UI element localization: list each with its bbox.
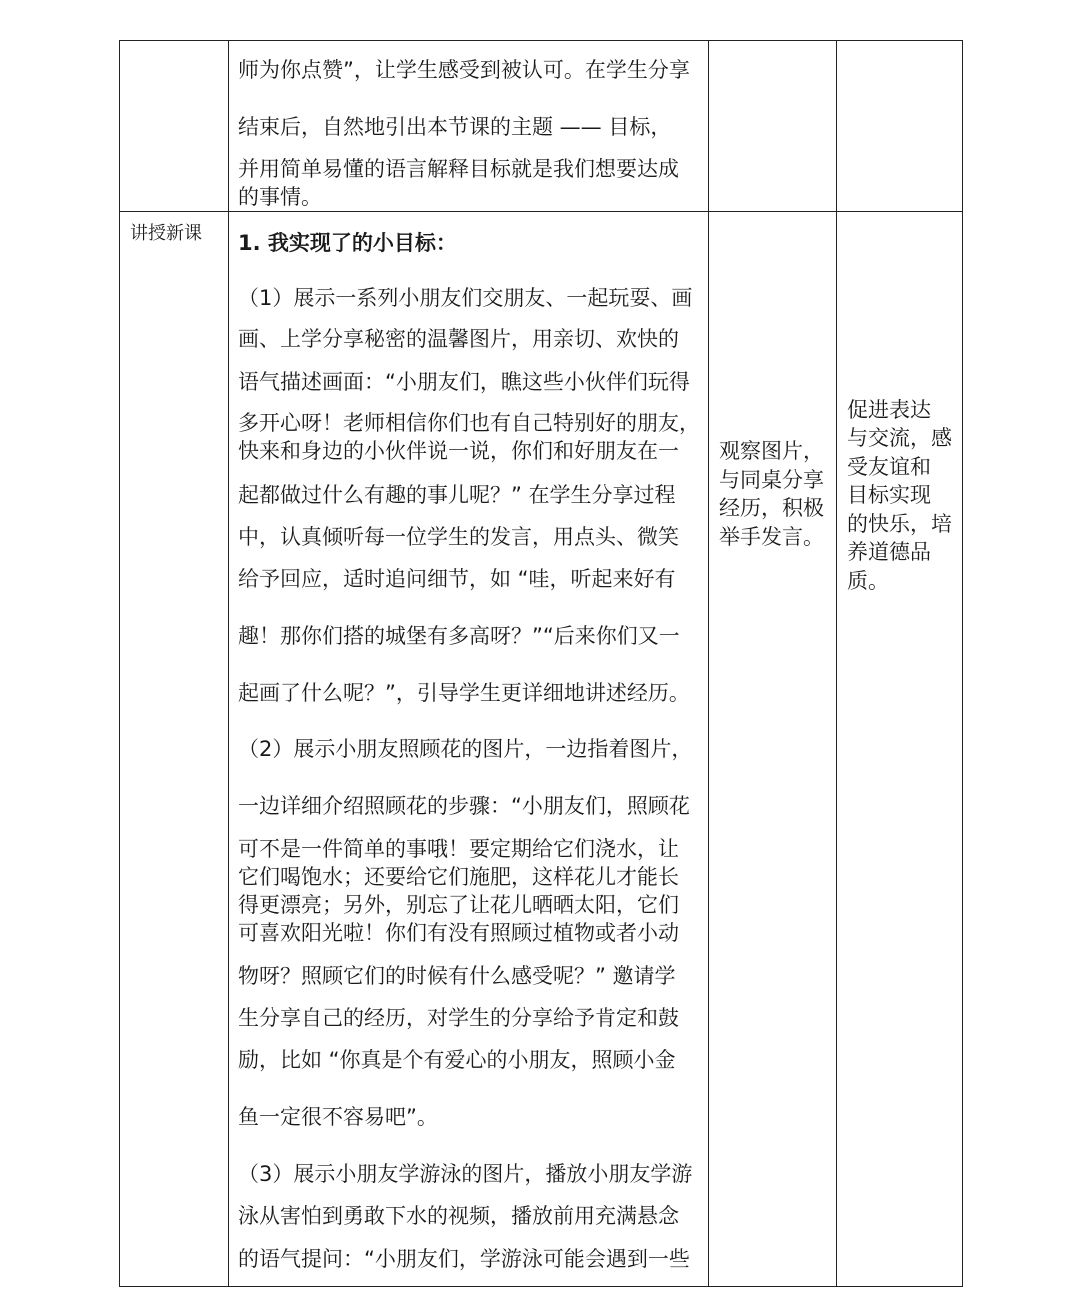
table-border-left [119,40,120,1287]
content-line: 励，比如 “你真是个有爱心的小朋友，照顾小金 [238,1048,676,1072]
content-line: 画、上学分享秘密的温馨图片，用亲切、欢快的 [238,327,679,351]
content-line: 一边详细介绍照顾花的步骤：“小朋友们，照顾花 [238,794,690,818]
section-heading: 1. 我实现了的小目标： [238,231,457,255]
table-column-divider-2 [708,40,709,1287]
content-line: 生分享自己的经历，对学生的分享给予肯定和鼓 [238,1006,679,1030]
content-line: （1）展示一系列小朋友们交朋友、一起玩耍、画 [238,286,693,310]
content-line: 起画了什么呢？”，引导学生更详细地讲述经历。 [238,681,690,705]
content-line: 的语气提问：“小朋友们，学游泳可能会遇到一些 [238,1247,690,1271]
content-line: 语气描述画面：“小朋友们，瞧这些小伙伴们玩得 [238,370,690,394]
content-line: 鱼一定很不容易吧”。 [238,1105,438,1129]
content-line: 物呀？照顾它们的时候有什么感受呢？” 邀请学 [238,964,676,988]
content-line: 起都做过什么有趣的事儿呢？” 在学生分享过程 [238,483,676,507]
design-intent-line: 与交流，感 [847,426,952,450]
table-border-right [962,40,963,1287]
design-intent-line: 目标实现 [847,483,931,507]
content-line: 得更漂亮；另外，别忘了让花儿晒晒太阳，它们 [238,893,679,917]
content-line: 趣！那你们搭的城堡有多高呀？”“后来你们又一 [238,624,680,648]
content-line: 快来和身边的小伙伴说一说，你们和好朋友在一 [238,439,679,463]
content-line: 多开心呀！老师相信你们也有自己特别好的朋友， [238,411,700,435]
student-activity-line: 经历，积极 [719,496,824,520]
row1-line: 师为你点赞”，让学生感受到被认可。在学生分享 [238,58,690,82]
table-row-divider [119,211,963,212]
row1-line: 结束后，自然地引出本节课的主题 —— 目标， [238,115,672,139]
content-line: 可喜欢阳光啦！你们有没有照顾过植物或者小动 [238,921,679,945]
table-column-divider-3 [836,40,837,1287]
table-border-bottom [119,1286,963,1287]
content-line: 中，认真倾听每一位学生的发言，用点头、微笑 [238,525,679,549]
student-activity-line: 举手发言。 [719,525,824,549]
table-border-top [119,40,963,41]
content-line: 它们喝饱水；还要给它们施肥，这样花儿才能长 [238,865,679,889]
content-line: 给予回应，适时追问细节，如 “哇，听起来好有 [238,567,676,591]
content-line: （2）展示小朋友照顾花的图片，一边指着图片， [238,737,693,761]
student-activity-line: 与同桌分享 [719,468,824,492]
row1-line: 的事情。 [238,185,322,209]
content-line: 泳从害怕到勇敢下水的视频，播放前用充满悬念 [238,1204,679,1228]
content-line: 可不是一件简单的事哦！要定期给它们浇水，让 [238,837,679,861]
student-activity-line: 观察图片， [719,439,824,463]
design-intent-line: 养道德品 [847,540,931,564]
design-intent-line: 受友谊和 [847,455,931,479]
stage-label: 讲授新课 [130,223,202,244]
table-column-divider-1 [228,40,229,1287]
row1-line: 并用简单易懂的语言解释目标就是我们想要达成 [238,157,679,181]
design-intent-line: 的快乐，培 [847,512,952,536]
design-intent-line: 质。 [847,569,889,593]
content-line: （3）展示小朋友学游泳的图片，播放小朋友学游 [238,1162,693,1186]
design-intent-line: 促进表达 [847,398,931,422]
